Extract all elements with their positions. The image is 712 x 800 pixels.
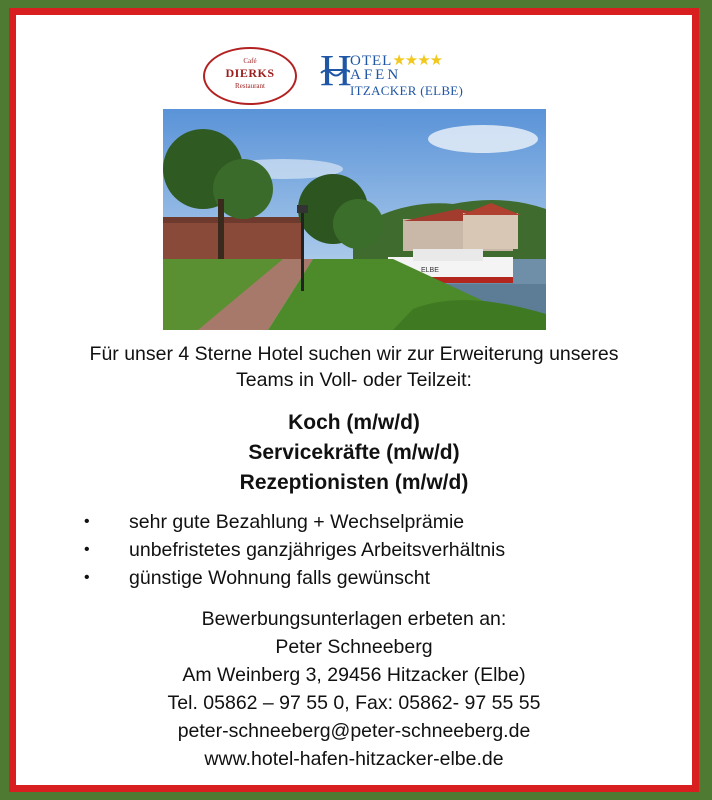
star-rating-icon: ★★★★ [392, 53, 443, 69]
contact-name: Peter Schneeberg [275, 636, 433, 658]
cafe-dierks-logo [203, 47, 297, 105]
hotel-logo-initial: H [320, 46, 352, 95]
cafe-logo-top: Café [243, 57, 257, 65]
benefit-text: günstige Wohnung falls gewünscht [129, 567, 431, 589]
hotel-logo-line2: AFEN [350, 67, 402, 83]
intro-line-1: Für unser 4 Sterne Hotel suchen wir zur Erweiterung unseres [89, 343, 619, 365]
contact-heading: Bewerbungsunterlagen erbeten an: [201, 608, 507, 630]
list-item [84, 536, 644, 564]
intro-text [16, 341, 692, 393]
list-item [84, 508, 644, 536]
hotel-harbor-photo [163, 109, 546, 330]
ship-name-label: ELBE [421, 267, 439, 274]
hotel-logo-line3: ITZACKER (ELBE) [350, 83, 464, 98]
bullet-icon: • [84, 513, 90, 530]
bullet-icon: • [84, 569, 90, 586]
job-positions [16, 408, 692, 498]
benefits-list [84, 508, 644, 592]
contact-block [16, 605, 692, 773]
intro-line-2: Teams in Voll- oder Teilzeit: [236, 369, 472, 391]
wave-icon [320, 67, 350, 77]
cafe-logo-bottom: Restaurant [235, 82, 265, 90]
benefit-text: unbefristetes ganzjähriges Arbeitsverhältnis [129, 539, 506, 561]
contact-website: www.hotel-hafen-hitzacker-elbe.de [204, 748, 504, 770]
hotel-logo-line1: OTEL [350, 53, 393, 69]
contact-phone: Tel. 05862 – 97 55 0, Fax: 05862- 97 55 55 [167, 692, 541, 714]
position-item: Rezeptionisten (m/w/d) [239, 471, 469, 494]
bullet-icon: • [84, 541, 90, 558]
benefit-text: sehr gute Bezahlung + Wechselprämie [129, 511, 465, 533]
job-advert-card [16, 15, 692, 785]
hotel-hafen-logo [320, 45, 500, 111]
position-item: Servicekräfte (m/w/d) [248, 441, 460, 464]
logo-header [16, 45, 692, 115]
contact-email: peter-schneeberg@peter-schneeberg.de [177, 720, 531, 742]
position-item: Koch (m/w/d) [288, 411, 420, 434]
contact-address: Am Weinberg 3, 29456 Hitzacker (Elbe) [182, 664, 526, 686]
cafe-logo-name: DIERKS [225, 66, 275, 80]
list-item [84, 564, 644, 592]
